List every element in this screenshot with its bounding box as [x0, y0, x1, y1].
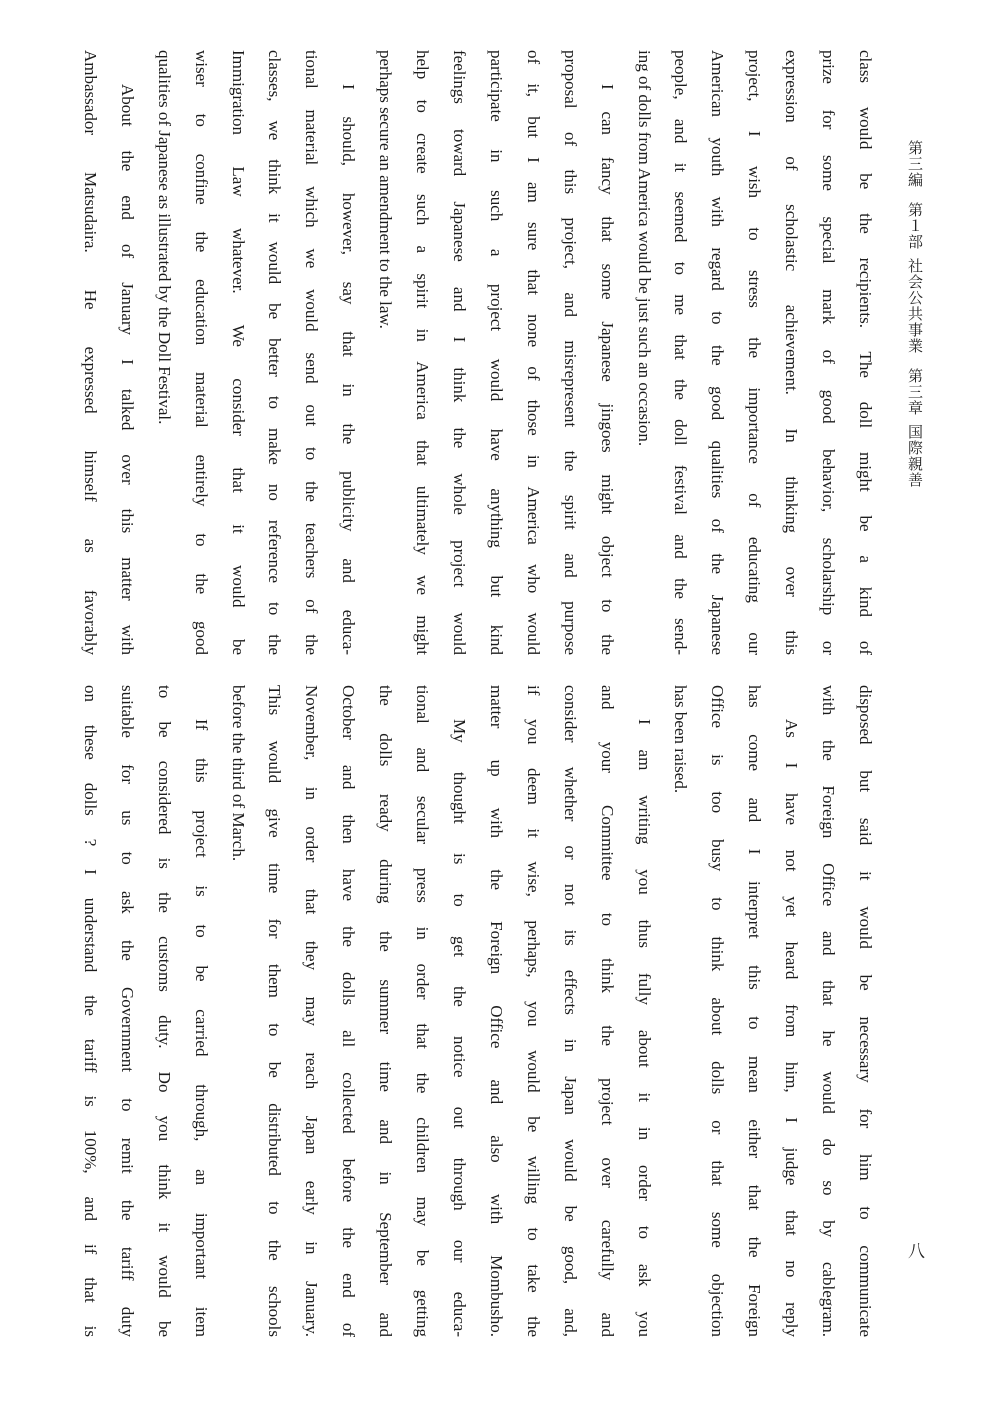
text-line: suitable for us to ask the Government to remit the tariff duty [117, 685, 137, 1337]
text-line: before the third of March. [228, 685, 248, 862]
text-line: people, and it seemed to me that the doll festival and the send- [671, 50, 691, 655]
text-line: perhaps secure an amendment to the law. [376, 50, 396, 329]
text-line: has been raised. [671, 685, 691, 794]
text-line: Ambassador Matsudaira. He expressed himself as favorably [80, 50, 100, 655]
text-line: classes, we think it would be better to make no reference to the [265, 50, 285, 655]
text-line: expression of scholastic achievement. In thinking over this [782, 50, 802, 655]
text-line: I am writing you thus fully about it in order to ask you [634, 719, 654, 1337]
text-line: Office is too busy to think about dolls or that some objection [708, 685, 728, 1337]
text-line: prize for some special mark of good behavior, scholarship or [819, 50, 839, 655]
text-line: of it, but I am sure that none of those in America who would [523, 50, 543, 655]
text-line: has come and I interpret this to mean either that the Foreign [745, 685, 765, 1337]
text-block-top [71, 50, 883, 655]
chapter-title: 国際親善 [906, 424, 924, 488]
text-line: tional and secular press in order that the children may be getting [413, 685, 433, 1337]
text-line: the dolls ready during the summer time and in September and [376, 685, 396, 1337]
text-line: I should, however, say that in the publicity and educa- [339, 84, 359, 655]
text-line: As I have not yet heard from him, I judge that no reply [782, 719, 802, 1337]
text-line: This would give time for them to be distributed to the schools [265, 685, 285, 1337]
text-line: qualities of Japanese as illustrated by the Doll Festival. [154, 50, 174, 425]
text-line: project, I wish to stress the importance of educating our [745, 50, 765, 655]
text-line: class would be the recipients. The doll might be a kind of [856, 50, 875, 655]
text-line: with the Foreign Office and that he would do so by cablegram. [819, 685, 839, 1337]
text-line: help to create such a spirit in America that ultimately we might [413, 50, 433, 655]
text-line: and your Committee to think the project over carefully and [597, 685, 617, 1337]
page-number: 八 [908, 1242, 925, 1262]
text-line: ing of dolls from America would be just such an occasion. [634, 50, 654, 447]
text-line: tional material which we would send out to the teachers of the [302, 50, 322, 655]
text-block-bottom [71, 685, 883, 1337]
text-line: proposal of this project, and misrepresent the spirit and purpose [560, 50, 580, 655]
text-line: October and then have the dolls all collected before the end of [339, 685, 359, 1337]
text-line: Immigration Law whatever. We consider that it would be [228, 50, 248, 655]
text-line: My thought is to get the notice out through our educa- [450, 719, 470, 1337]
text-line: feelings toward Japanese and I think the whole project would [450, 50, 470, 655]
text-line: matter up with the Foreign Office and also with Mombusho. [486, 685, 506, 1337]
text-line: About the end of January I talked over this matter with [117, 84, 137, 655]
text-line: If this project is to be carried through, an important item [191, 719, 211, 1337]
part-title: 社会公共事業 [906, 258, 924, 354]
text-line: to be considered is the customs duty. Do you think it would be [154, 685, 174, 1337]
text-line: wiser to confine the education material entirely to the good [191, 50, 211, 655]
text-line: November, in order that they may reach Japan early in January. [302, 685, 322, 1337]
chapter-label: 第三章 [906, 368, 924, 416]
text-line: participate in such a project would have anything but kind [486, 50, 506, 655]
part-label: 第１部 [906, 202, 924, 250]
text-line: I can fancy that some Japanese jingoes might object to the [597, 84, 617, 655]
volume-label: 第三編 [906, 140, 924, 188]
text-line: if you deem it wise, perhaps, you would be willing to take the [523, 685, 543, 1337]
text-line: American youth with regard to the good qualities of the Japanese [708, 50, 728, 655]
running-header [905, 140, 926, 488]
text-line: disposed but said it would be necessary for him to communicate [856, 685, 875, 1337]
text-line: consider whether or not its effects in Japan would be good, and, [560, 685, 580, 1337]
text-line: on these dolls ? I understand the tariff is 100%, and if that is [80, 685, 100, 1337]
